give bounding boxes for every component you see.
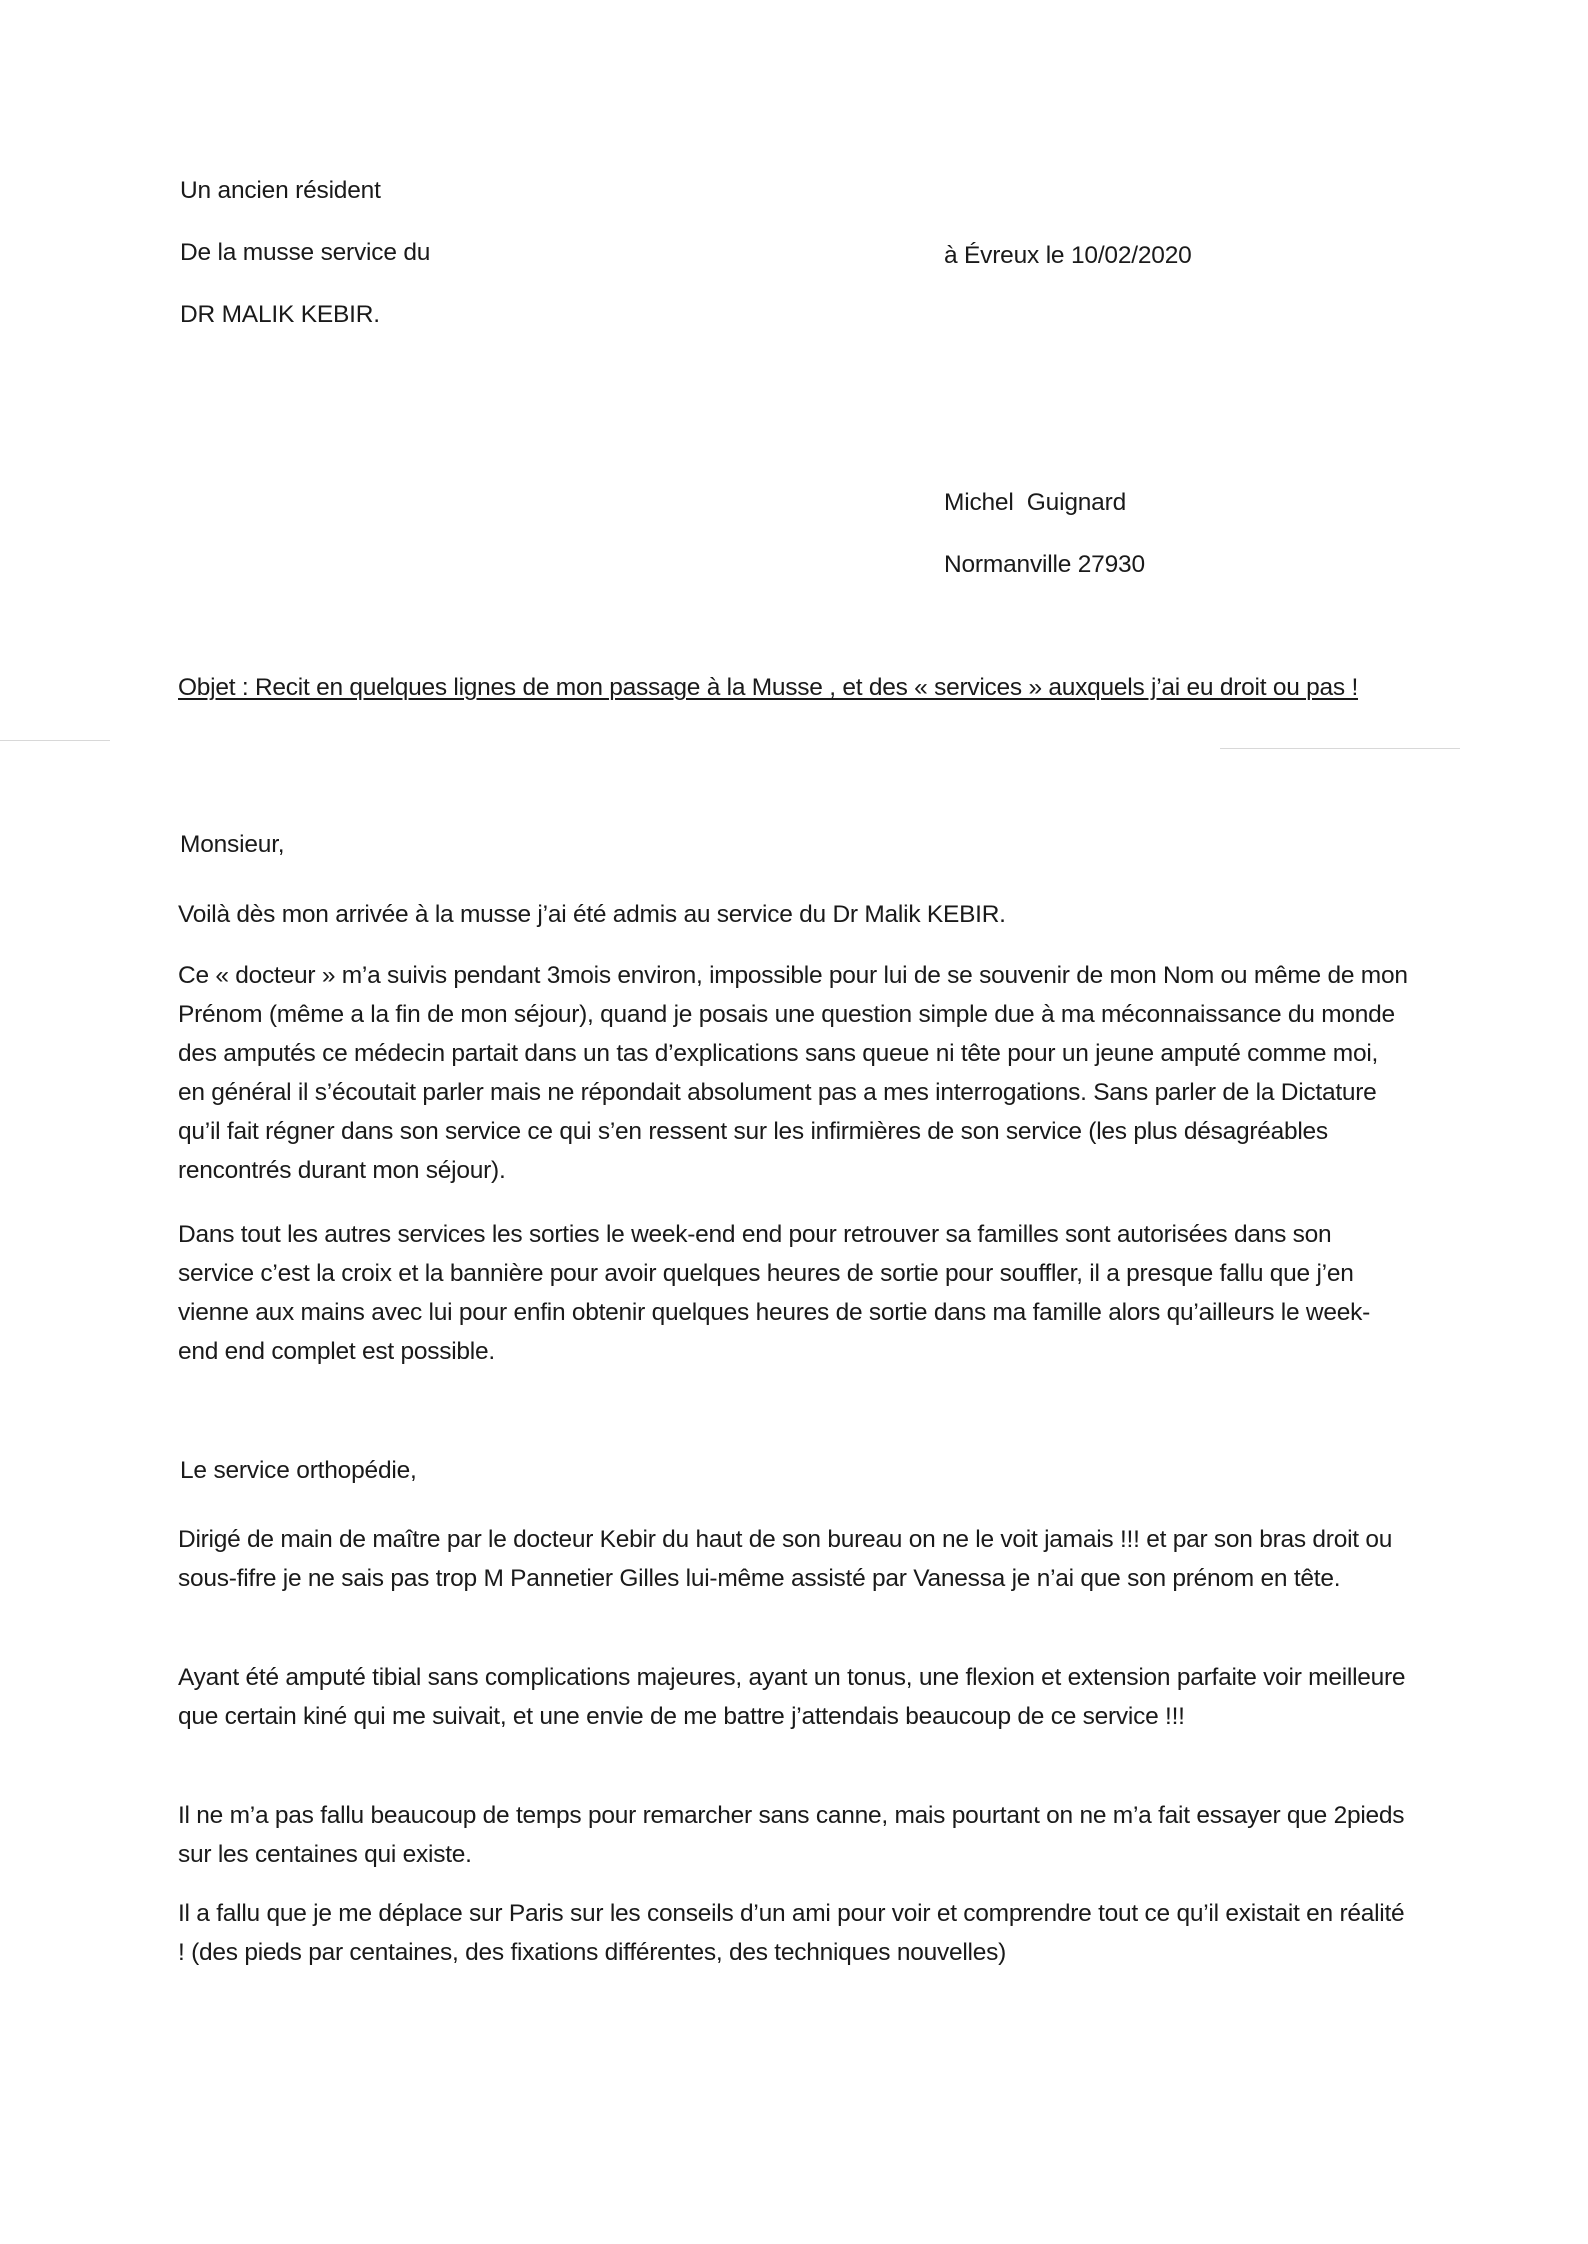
body-paragraph-2: Ce « docteur » m’a suivis pendant 3mois environ, impossible pour lui de se souvenir de mon Nom ou même de mon Prénom (même a la fin de mon séjour), quand je posais une question simple due à ma méconnaissance du monde des amputés ce médecin partait dans un tas d’explications sans queue ni tête pour un jeune amputé comme moi, en général il s’écoutait parler mais ne répondait absolument pas a mes interrogations. Sans parler de la Dictature qu’il fait régner dans son service ce qui s’en ressent sur les infirmières de son service (les plus désagréables rencontrés durant mon séjour). xyxy=(178,962,1408,1184)
recipient-name: Michel Guignard xyxy=(944,489,1126,516)
place-date: à Évreux le 10/02/2020 xyxy=(944,242,1192,269)
letter-subject: Objet : Recit en quelques lignes de mon passage à la Musse , et des « services » auxquels j’ai eu droit ou pas ! xyxy=(178,674,1359,701)
section-paragraph-3: Il ne m’a pas fallu beaucoup de temps pour remarcher sans canne, mais pourtant on ne m’a fait essayer que 2pieds sur les centaines qui existe. xyxy=(178,1802,1405,1868)
scan-artifact xyxy=(1220,748,1460,749)
scan-artifact xyxy=(0,740,110,741)
salutation: Monsieur, xyxy=(180,831,285,858)
sender-line-1: Un ancien résident xyxy=(180,177,381,204)
section-paragraph-1: Dirigé de main de maître par le docteur Kebir du haut de son bureau on ne le voit jamais !!! et par son bras droit ou sous-fifre je ne sais pas trop M Pannetier Gilles lui-même assisté par Vanessa je n’ai que son prénom en tête. xyxy=(178,1526,1393,1592)
section-paragraph-4: Il a fallu que je me déplace sur Paris sur les conseils d’un ami pour voir et comprendre tout ce qu’il existait en réalité ! (des pieds par centaines, des fixations différentes, des techniques nouvelles) xyxy=(178,1900,1405,1966)
sender-line-3: DR MALIK KEBIR. xyxy=(180,301,380,328)
section-paragraph-2: Ayant été amputé tibial sans complications majeures, ayant un tonus, une flexion et extension parfaite voir meilleure que certain kiné qui me suivait, et une envie de me battre j’attendais beaucoup de ce service !!! xyxy=(178,1664,1406,1730)
sender-line-2: De la musse service du xyxy=(180,239,431,266)
body-paragraph-3: Dans tout les autres services les sorties le week-end end pour retrouver sa familles sont autorisées dans son service c’est la croix et la bannière pour avoir quelques heures de sortie pour souffler, il a presque fallu que j’en vienne aux mains avec lui pour enfin obtenir quelques heures de sortie dans ma famille alors qu’ailleurs le week-end end complet est possible. xyxy=(178,1221,1370,1365)
recipient-address: Normanville 27930 xyxy=(944,551,1145,578)
section-heading: Le service orthopédie, xyxy=(180,1457,417,1484)
body-paragraph-1: Voilà dès mon arrivée à la musse j’ai été admis au service du Dr Malik KEBIR. xyxy=(178,901,1006,928)
